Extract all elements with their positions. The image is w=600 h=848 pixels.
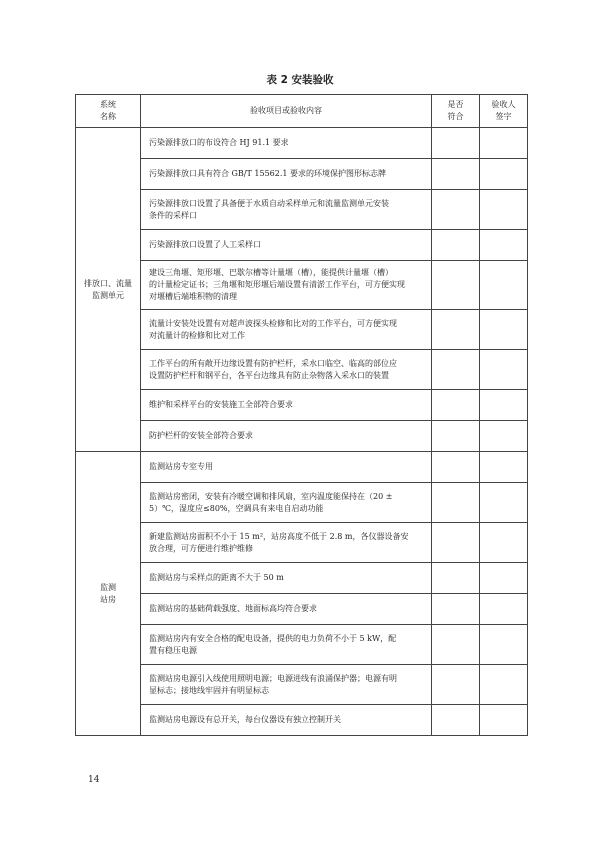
acceptance-item-cell	[141, 310, 432, 350]
header-conform-line: 符合	[447, 112, 464, 121]
conform-cell[interactable]	[432, 390, 480, 421]
table-row	[76, 452, 528, 483]
acceptance-item-cell	[141, 625, 432, 665]
signature-cell[interactable]	[480, 665, 528, 705]
acceptance-item-cell	[141, 159, 432, 190]
acceptance-item-line: 监测站房与采样点的距离不大于 50 m	[149, 573, 284, 582]
header-system	[76, 95, 141, 128]
table-body	[76, 95, 528, 736]
conform-cell[interactable]	[432, 705, 480, 736]
acceptance-table	[75, 94, 528, 736]
acceptance-item-line: 新建监测站房面积不小于 15 m²，站房高度不低于 2.8 m，各仪器设备安	[149, 531, 409, 541]
acceptance-item-line: 的计量检定证书；三角堰和矩形堰后端设置有清淤工作平台，可方便实现	[149, 280, 405, 289]
table-row	[76, 190, 528, 230]
conform-cell[interactable]	[432, 350, 480, 390]
signature-cell[interactable]	[480, 421, 528, 452]
conform-cell[interactable]	[432, 159, 480, 190]
acceptance-item-line: 污染源排放口设置了人工采样口	[149, 240, 261, 249]
signature-cell[interactable]	[480, 705, 528, 736]
table-row	[76, 261, 528, 310]
header-sign-line: 验收人	[491, 100, 516, 109]
acceptance-item-line: 监测站房密闭，安装有冷暖空调和排风扇，室内温度能保持在（20 ±	[149, 491, 393, 501]
acceptance-item-line: 监测站房内有安全合格的配电设备，提供的电力负荷不小于 5 kW，配	[149, 633, 397, 643]
signature-cell[interactable]	[480, 159, 528, 190]
acceptance-item-cell	[141, 350, 432, 390]
acceptance-item-cell	[141, 523, 432, 563]
acceptance-item-line: 监测站房的基础荷载强度、地面标高均符合要求	[149, 604, 317, 613]
acceptance-item-cell	[141, 421, 432, 452]
acceptance-item-line: 设置防护栏杆和钢平台，各平台边缘具有防止杂物落入采水口的装置	[149, 370, 389, 380]
signature-cell[interactable]	[480, 523, 528, 563]
header-sign	[480, 95, 528, 128]
header-system-line: 名称	[100, 112, 116, 121]
table-row	[76, 310, 528, 350]
conform-cell[interactable]	[432, 665, 480, 705]
acceptance-item-line: 监测站房电源引入线使用照明电源；电源进线有浪涌保护器；电源有明	[149, 673, 397, 683]
table-row	[76, 421, 528, 452]
signature-cell[interactable]	[480, 390, 528, 421]
signature-cell[interactable]	[480, 190, 528, 230]
conform-cell[interactable]	[432, 261, 480, 310]
table-row	[76, 128, 528, 159]
acceptance-item-line: 对堰槽后端堆积物的清理	[149, 292, 237, 301]
acceptance-item-line: 条件的采样口	[149, 210, 197, 220]
acceptance-item-cell	[141, 594, 432, 625]
acceptance-item-line: 放合理，可方便进行维护维修	[149, 543, 253, 553]
acceptance-item-cell	[141, 190, 432, 230]
acceptance-item-cell	[141, 230, 432, 261]
table-row	[76, 563, 528, 594]
conform-cell[interactable]	[432, 523, 480, 563]
page-number: 14	[88, 775, 100, 785]
table-row	[76, 483, 528, 523]
header-system-line: 系统	[100, 100, 116, 109]
table-row	[76, 665, 528, 705]
acceptance-item-cell	[141, 261, 432, 310]
acceptance-item-line: 建设三角堰、矩形堰、巴歇尔槽等计量堰（槽），能提供计量堰（槽）	[149, 268, 393, 277]
signature-cell[interactable]	[480, 350, 528, 390]
acceptance-item-line: 置有稳压电源	[149, 645, 197, 655]
system-name-cell	[76, 128, 141, 452]
header-sign-line: 签字	[495, 112, 512, 121]
table-row	[76, 705, 528, 736]
conform-cell[interactable]	[432, 625, 480, 665]
acceptance-item-line: 监测站房专室专用	[149, 462, 213, 471]
system-name-line: 监测单元	[92, 290, 124, 300]
acceptance-item-line: 维护和采样平台的安装施工全部符合要求	[149, 400, 293, 409]
conform-cell[interactable]	[432, 421, 480, 452]
table-row	[76, 594, 528, 625]
signature-cell[interactable]	[480, 563, 528, 594]
signature-cell[interactable]	[480, 452, 528, 483]
acceptance-item-cell	[141, 128, 432, 159]
acceptance-item-line: 显标志；接地线牢固并有明显标志	[149, 685, 269, 695]
acceptance-item-line: 污染源排放口的布设符合 HJ 91.1 要求	[149, 138, 289, 147]
header-conform-line: 是否	[447, 100, 464, 109]
acceptance-item-cell	[141, 390, 432, 421]
acceptance-item-line: 5）℃，湿度应≤80%，空调具有来电自启动功能	[149, 503, 324, 513]
conform-cell[interactable]	[432, 563, 480, 594]
table-row	[76, 350, 528, 390]
system-name-cell	[76, 452, 141, 736]
header-item: 验收项目或验收内容	[141, 95, 432, 128]
conform-cell[interactable]	[432, 190, 480, 230]
conform-cell[interactable]	[432, 594, 480, 625]
header-row	[76, 95, 528, 128]
conform-cell[interactable]	[432, 310, 480, 350]
conform-cell[interactable]	[432, 452, 480, 483]
conform-cell[interactable]	[432, 230, 480, 261]
signature-cell[interactable]	[480, 483, 528, 523]
acceptance-item-cell	[141, 483, 432, 523]
system-name-line: 监测	[100, 582, 116, 592]
acceptance-item-line: 污染源排放口设置了具备便于水质自动采样单元和流量监测单元安装	[149, 198, 389, 208]
signature-cell[interactable]	[480, 230, 528, 261]
conform-cell[interactable]	[432, 483, 480, 523]
table-row	[76, 625, 528, 665]
acceptance-item-cell	[141, 705, 432, 736]
table-row	[76, 230, 528, 261]
acceptance-item-cell	[141, 665, 432, 705]
signature-cell[interactable]	[480, 310, 528, 350]
acceptance-item-line: 防护栏杆的安装全部符合要求	[149, 431, 253, 440]
header-conform	[432, 95, 480, 128]
table-row	[76, 523, 528, 563]
signature-cell[interactable]	[480, 594, 528, 625]
conform-cell[interactable]	[432, 128, 480, 159]
acceptance-item-line: 工作平台的所有敞开边缘设置有防护栏杆，采水口临空、临高的部位应	[149, 358, 397, 368]
signature-cell[interactable]	[480, 261, 528, 310]
signature-cell[interactable]	[480, 625, 528, 665]
acceptance-item-line: 流量计安装处设置有对超声波探头检修和比对的工作平台，可方便实现	[149, 318, 397, 328]
table-title: 表 2 安装验收	[266, 74, 334, 86]
table-row	[76, 159, 528, 190]
acceptance-item-line: 污染源排放口具有符合 GB/T 15562.1 要求的环境保护图形标志牌	[149, 169, 387, 178]
table-row	[76, 390, 528, 421]
signature-cell[interactable]	[480, 128, 528, 159]
system-name-line: 排放口、流量	[84, 278, 132, 288]
acceptance-item-line: 监测站房电源设有总开关，每台仪器设有独立控制开关	[149, 715, 341, 724]
acceptance-item-cell	[141, 563, 432, 594]
system-name-line: 站房	[100, 594, 116, 604]
acceptance-item-cell	[141, 452, 432, 483]
acceptance-item-line: 对流量计的检修和比对工作	[149, 330, 245, 340]
